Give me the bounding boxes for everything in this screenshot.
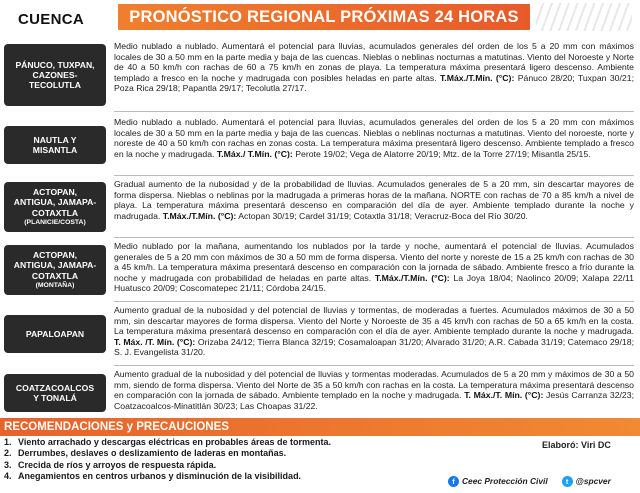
region-label-line: COATZACOALCOS [15,382,95,393]
region-label-line: Y TONALÁ [33,393,77,403]
region-label-line: CAZONES- [32,69,78,80]
region-row [0,240,640,300]
recommendations-title: RECOMENDACIONES y PRECAUCIONES [0,418,640,436]
row-divider [114,237,634,238]
forecast-body: Aumento gradual de la nubosidad y del potencial de lluvias y tormentas, de moderadas a fuertes. Acumulados máximos de 30 a 50 mm, sin descartar mayores de forma dispersa. Viento del Norte y Noroeste de 35 a 45 km/h con rachas de 50 a 65 km/h en la costa. La temperatura máxima presentará descenso en comparación con el día de ayer. Ambiente templado durante la noche y madrugada. [114,305,634,337]
region-row [0,40,640,110]
recommendations-band [0,418,640,436]
temp-label: T.Máx./ T.Mín. (°C): [216,148,293,159]
region-label [4,126,106,164]
region-label-line: COTAXTLA [31,207,79,218]
region-label [4,44,106,106]
temp-values: Perote 19/02; Vega de Alatorre 20/19; Mtz. de la Torre 27/19; Misantla 25/15. [295,148,591,159]
region-label-line: MISANTLA [32,145,78,155]
row-divider [114,301,634,302]
temp-values: Actopan 30/19; Cardel 31/19; Cotaxtla 31/18; Veracruz-Boca del Río 30/20. [238,210,528,221]
recommendation-item: 3. Crecida de ríos y arroyos de respuesta rápida. [4,459,217,470]
recommendation-item: 2. Derrumbes, deslaves o deslizamiento de laderas en montañas. [4,448,287,459]
social-links [448,474,611,488]
region-row [0,178,640,236]
temp-label: T.Máx./T.Mín. (°C): [439,72,515,83]
facebook-handle[interactable]: Ceec Protección Civil [462,476,548,486]
region-forecast-text [114,117,634,159]
region-row [0,116,640,174]
region-label-line: COTAXTLA [31,270,79,281]
region-forecast-text [114,41,634,94]
forecast-body: Medio nublado a nublado. Aumentará el potencial para lluvias, acumulados generales del orden de los 5 a 20 mm con máximos locales de 30 a 50 mm en la parte media y baja de las cuencas. Nieblas o neblinas nocturnas a matutinas. Viento del Noroeste y Norte de 40 a 50 km/h con rachas de 60 a 75 km/h en zonas de playa. La temperatura máxima presentará ligero descenso. Ambiente templado a fresco en la noche y madrugada con posibles heladas en parte altas. [114,41,634,83]
recommendation-item: 4. Anegamientos en centros urbanos y disminución de la visibilidad. [4,470,302,481]
region-row [0,368,640,418]
temp-label: T. Máx. /T. Mín. (°C): [114,336,196,347]
region-label-sub: (PLANICIE/COSTA) [24,218,86,226]
forecast-body: Medio nublado a nublado. Aumentará el potencial para lluvias, acumulados generales del orden de los 5 a 20 mm con máximos locales de 30 a 50 mm en la parte media y baja de las cuencas. Nieblas o neblinas nocturnas a matutinas. Viento del noroeste, norte y noreste de 40 a 50 km/h con rachas en zonas costa. La temperatura máxima presentará ligero descenso. Ambiente templado a fresco en la noche y madrugada. [114,117,634,159]
temp-values: Pánuco 28/20; Tuxpan 30/21; Poza Rica 29/18; Papantla 29/17; Tecolutla 27/17. [114,72,634,94]
region-forecast-text [114,179,634,221]
author-credit: Elaboró: Viri DC [542,440,611,450]
region-label-line: ACTOPAN, [32,249,78,260]
region-label [4,374,106,412]
header [0,0,640,36]
recommendations-list [4,437,424,482]
forecast-body: Gradual aumento de la nubosidad y de la probabilidad de lluvias. Acumulados generales de 5 a 20 mm, sin descartar mayores de forma dispersa. Nieblas o neblinas por la madrugada a primeras horas de la mañana. NORTE con rachas de 70 a 85 km/h a nivel de playa. La temperatura máxima presentará descenso en comparación del día de ayer. Ambiente templado durante la noche y madrugada. [114,179,634,221]
temp-values: Orizaba 24/12; Tierra Blanca 32/19; Cosamaloapan 31/20; Alvarado 31/20; A.R. Cabada 31/19; Catemaco 29/18; S. J. Evangelista 31/20. [114,336,634,358]
region-label-sub: (MONTAÑA) [35,281,75,289]
region-forecast-text [114,241,634,294]
twitter-icon[interactable]: t [562,476,573,487]
temp-values: La Joya 18/04; Naolinco 20/09; Xalapa 22/11 Huatusco 20/09; Coscomatepec 21/11; Córdoba 24/15. [114,272,635,294]
temp-values: Jesús Carranza 32/23; Coatzacoalcos-Minatitlán 30/23; Las Choapas 31/22. [114,390,635,411]
row-divider [114,365,634,366]
facebook-icon[interactable]: f [448,476,459,487]
row-divider [114,111,634,112]
forecast-title: PRONÓSTICO REGIONAL PRÓXIMAS 24 HORAS [118,4,530,30]
region-label-line: PÁNUCO, TUXPAN, [15,59,95,70]
region-forecast-text [114,369,634,411]
region-label [4,315,106,353]
recommendation-item: 1. Viento arrachado y descargas eléctricas en probables áreas de tormenta. [4,437,331,447]
twitter-handle[interactable]: @spcver [575,476,611,486]
region-forecast-text [114,305,634,358]
decorative-stripes [536,3,632,31]
temp-label: T.Máx./T.Mín. (°C): [162,210,237,221]
region-label-line: NAUTLA Y [33,134,77,145]
region-label-line: ANTIGUA, JAMAPA- [13,260,97,271]
temp-label: T.Máx./T.Mín. (°C): [374,272,450,283]
forecast-body: Aumento gradual de la nubosidad y del potencial de lluvias y tormentas moderadas. Acumulados de 5 a 20 mm y máximos de 30 a 50 mm, siendo de forma dispersa. Viento del Norte de 35 a 50 km/h con rachas en la costa. La temperatura máxima presentará descenso en comparación con la jornada de sábado. Ambiente templado en la noche y madrugada. [114,369,634,401]
temp-label: T. Máx./T. Mín. (°C): [464,390,544,401]
cuenca-heading: CUENCA [18,11,84,28]
region-label-line: ACTOPAN, [32,186,78,197]
region-label [4,182,106,232]
region-label [4,245,106,295]
region-label-line: ANTIGUA, JAMAPA- [13,197,97,208]
forecast-body: Medio nublado por la mañana, aumentando los nublados por la tarde y noche, aumentará el potencial de lluvias. Acumulados generales de 5 a 20 mm con máximos de 30 a 50 mm de forma dispersa. Viento del norte y noreste de 15 a 25 km/h con rachas de 30 a 45 km/h. La temperatura máxima presentará descenso en comparación con la jornada de sábado. Ambiente fresco a frío durante la noche y madrugada con probabilidad de heladas en parte altas. [114,241,634,283]
region-row [0,304,640,364]
row-divider [114,175,634,176]
region-label-line: PAPALOAPAN [25,328,85,339]
region-label-line: TECOLUTLA [28,80,82,91]
